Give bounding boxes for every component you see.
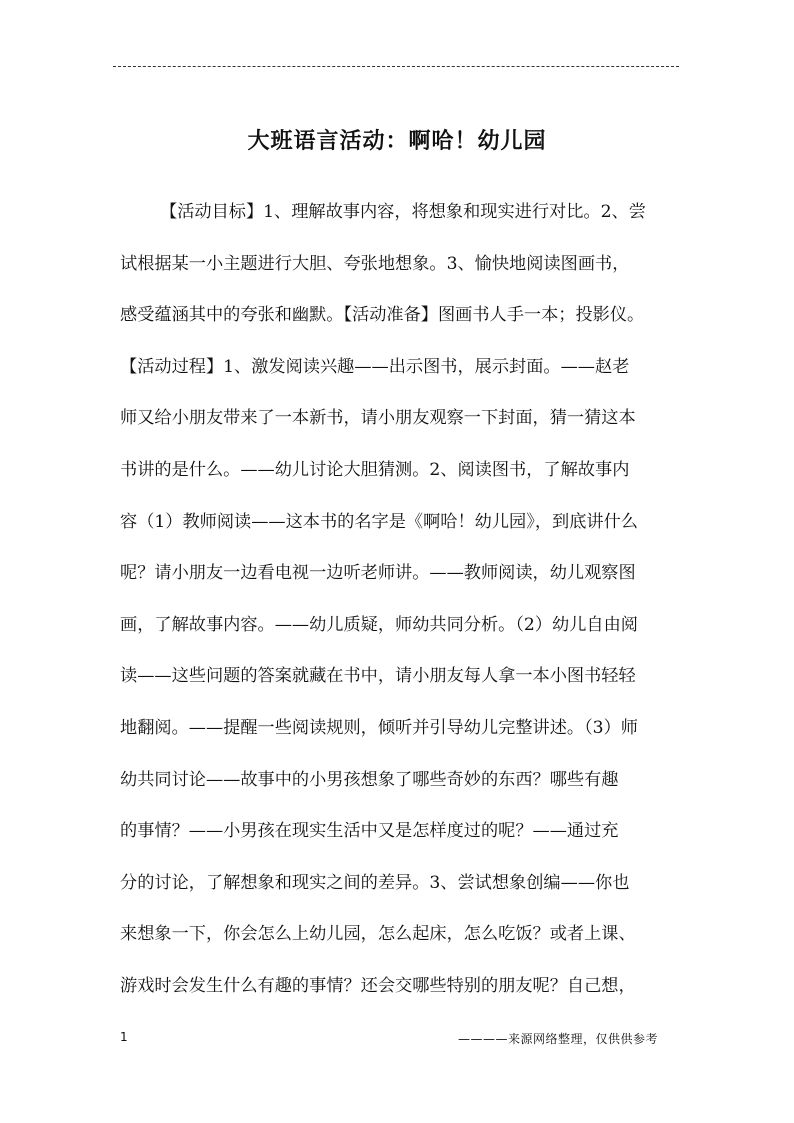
body-line: 的事情？——小男孩在现实生活中又是怎样度过的呢？——通过充 [120, 821, 619, 842]
page-number: 1 [120, 1030, 128, 1044]
body-line: 容（1）教师阅读——这本书的名字是《啊哈！幼儿园》，到底讲什么 [120, 511, 638, 532]
body-line: 书讲的是什么。——幼儿讨论大胆猜测。2、阅读图书，了解故事内 [120, 459, 630, 480]
document-title: 大班语言活动：啊哈！幼儿园 [247, 128, 547, 154]
body-text [120, 196, 688, 1022]
body-line: 【活动过程】1、激发阅读兴趣——出示图书，展示封面。——赵老 [120, 356, 630, 377]
body-line: 【活动目标】1、理解故事内容，将想象和现实进行对比。2、尝 [160, 202, 646, 222]
body-line: 分的讨论，了解想象和现实之间的差异。3、尝试想象创编——你也 [120, 872, 630, 893]
body-line: 地翻阅。——提醒一些阅读规则，倾听并引导幼儿完整讲述。（3）师 [120, 717, 638, 738]
body-line: 试根据某一小主题进行大胆、夸张地想象。3、愉快地阅读图画书， [120, 253, 630, 274]
body-line: 来想象一下，你会怎么上幼儿园，怎么起床，怎么吃饭？或者上课、 [120, 924, 636, 945]
body-line: 呢？请小朋友一边看电视一边听老师讲。——教师阅读，幼儿观察图 [120, 563, 636, 584]
body-line: 师又给小朋友带来了一本新书，请小朋友观察一下封面，猜一猜这本 [120, 408, 636, 429]
body-line: 画，了解故事内容。——幼儿质疑，师幼共同分析。（2）幼儿自由阅 [120, 614, 638, 635]
body-line: 感受蕴涵其中的夸张和幽默。【活动准备】图画书人手一本；投影仪。 [120, 305, 645, 326]
body-line: 读——这些问题的答案就藏在书中，请小朋友每人拿一本小图书轻轻 [120, 666, 636, 687]
header-dashed-rule [113, 66, 679, 67]
body-line: 幼共同讨论——故事中的小男孩想象了哪些奇妙的东西？哪些有趣 [120, 769, 619, 790]
body-line: 游戏时会发生什么有趣的事情？还会交哪些特别的朋友呢？自己想， [120, 975, 636, 996]
footer-note: ————来源网络整理，仅供供参考 [458, 1032, 659, 1046]
